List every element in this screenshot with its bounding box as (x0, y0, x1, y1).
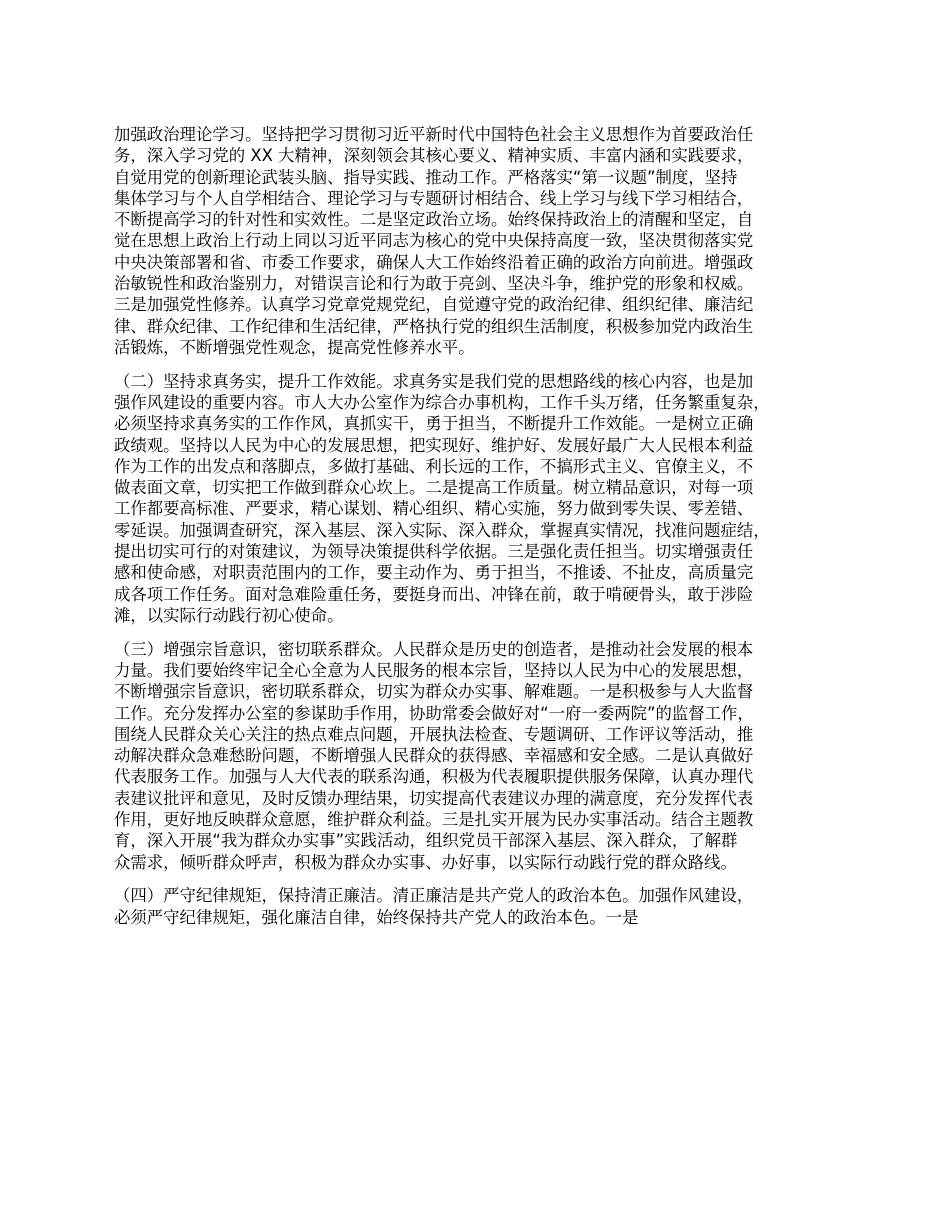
text-line: 工作都要高标准、严要求，精心谋划、精心组织、精心实施，努力做到零失误、零差错、 (114, 499, 754, 519)
text-line: 零延误。加强调查研究，深入基层、深入实际、深入群众，掌握真实情况，找准问题症结， (114, 520, 770, 540)
document-body (114, 124, 858, 940)
text-line: 做表面文章，切实把工作做到群众心坎上。二是提高工作质量。树立精品意识，对每一项 (114, 478, 754, 498)
text-line: 务，深入学习党的 XX 大精神，深刻领会其核心要义、精神实质、丰富内涵和实践要求， (114, 146, 754, 166)
text-line: 动解决群众急难愁盼问题，不断增强人民群众的获得感、幸福感和安全感。二是认真做好 (114, 746, 754, 766)
text-line: 滩，以实际行动践行初心使命。 (114, 605, 344, 625)
text-line: 中央决策部署和省、市委工作要求，确保人大工作始终沿着正确的政治方向前进。增强政 (114, 252, 754, 272)
text-line: 育，深入开展“我为群众办实事”实践活动，组织党员干部深入基层、深入群众，了解群 (114, 831, 738, 851)
text-line: 加强政治理论学习。坚持把学习贯彻习近平新时代中国特色社会主义思想作为首要政治任 (114, 125, 754, 144)
text-line: 强作风建设的重要内容。市人大办公室作为综合办事机构，工作千头万绪，任务繁重复杂， (114, 392, 770, 412)
text-line: 三是加强党性修养。认真学习党章党规党纪，自觉遵守党的政治纪律、组织纪律、廉洁纪 (114, 295, 754, 315)
text-line: 政绩观。坚持以人民为中心的发展思想，把实现好、维护好、发展好最广大人民根本利益 (114, 435, 754, 455)
text-line: 治敏锐性和政治鉴别力，对错误言论和行为敢于亮剑、坚决斗争，维护党的形象和权威。 (114, 274, 754, 294)
text-line: 律、群众纪律、工作纪律和生活纪律，严格执行党的组织生活制度，积极参加党内政治生 (114, 316, 754, 336)
text-line: 不断增强宗旨意识，密切联系群众，切实为群众办实事、解难题。一是积极参与人大监督 (114, 682, 754, 702)
text-line: 自觉用党的创新理论武装头脑、指导实践、推动工作。严格落实“第一议题”制度，坚持 (114, 167, 738, 187)
text-line: 力量。我们要始终牢记全心全意为人民服务的根本宗旨，坚持以人民为中心的发展思想， (114, 660, 754, 680)
text-line: 作为工作的出发点和落脚点，多做打基础、利长远的工作，不搞形式主义、官僚主义，不 (114, 456, 754, 476)
paragraph (114, 124, 858, 358)
text-line: 必须坚持求真务实的工作作风，真抓实干，勇于担当，不断提升工作效能。一是树立正确 (114, 414, 754, 434)
text-line: 必须严守纪律规矩，强化廉洁自律，始终保持共产党人的政治本色。一是 (114, 907, 639, 927)
text-line: 提出切实可行的对策建议，为领导决策提供科学依据。三是强化责任担当。切实增强责任 (114, 542, 754, 562)
paragraph (114, 885, 858, 928)
paragraph (114, 371, 858, 627)
paragraph (114, 639, 858, 873)
text-line: 感和使命感，对职责范围内的工作，要主动作为、勇于担当，不推诿、不扯皮，高质量完 (114, 563, 754, 583)
text-line: （四）严守纪律规矩，保持清正廉洁。清正廉洁是共产党人的政治本色。加强作风建设， (114, 886, 754, 906)
text-line: （二）坚持求真务实，提升工作效能。求真务实是我们党的思想路线的核心内容，也是加 (114, 371, 754, 391)
text-line: 围绕人民群众关心关注的热点难点问题，开展执法检查、专题调研、工作评议等活动，推 (114, 724, 754, 744)
text-line: 表建议批评和意见，及时反馈办理结果，切实提高代表建议办理的满意度，充分发挥代表 (114, 788, 754, 808)
text-line: 工作。充分发挥办公室的参谋助手作用，协助常委会做好对“一府一委两院”的监督工作， (114, 703, 754, 723)
text-line: 代表服务工作。加强与人大代表的联系沟通，积极为代表履职提供服务保障，认真办理代 (114, 767, 754, 787)
text-line: 集体学习与个人自学相结合、理论学习与专题研讨相结合、线上学习与线下学习相结合， (114, 188, 754, 208)
text-line: 众需求，倾听群众呼声，积极为群众办实事、办好事，以实际行动践行党的群众路线。 (114, 852, 737, 872)
text-line: 活锻炼，不断增强党性观念，提高党性修养水平。 (114, 337, 475, 357)
text-line: 作用，更好地反映群众意愿，维护群众利益。三是扎实开展为民办实事活动。结合主题教 (114, 809, 754, 829)
text-line: 觉在思想上政治上行动上同以习近平同志为核心的党中央保持高度一致，坚决贯彻落实党 (114, 231, 754, 251)
text-line: 不断提高学习的针对性和实效性。二是坚定政治立场。始终保持政治上的清醒和坚定，自 (114, 210, 754, 230)
text-line: （三）增强宗旨意识，密切联系群众。人民群众是历史的创造者，是推动社会发展的根本 (114, 639, 754, 659)
text-line: 成各项工作任务。面对急难险重任务，要挺身而出、冲锋在前，敢于啃硬骨头，敢于涉险 (114, 584, 754, 604)
